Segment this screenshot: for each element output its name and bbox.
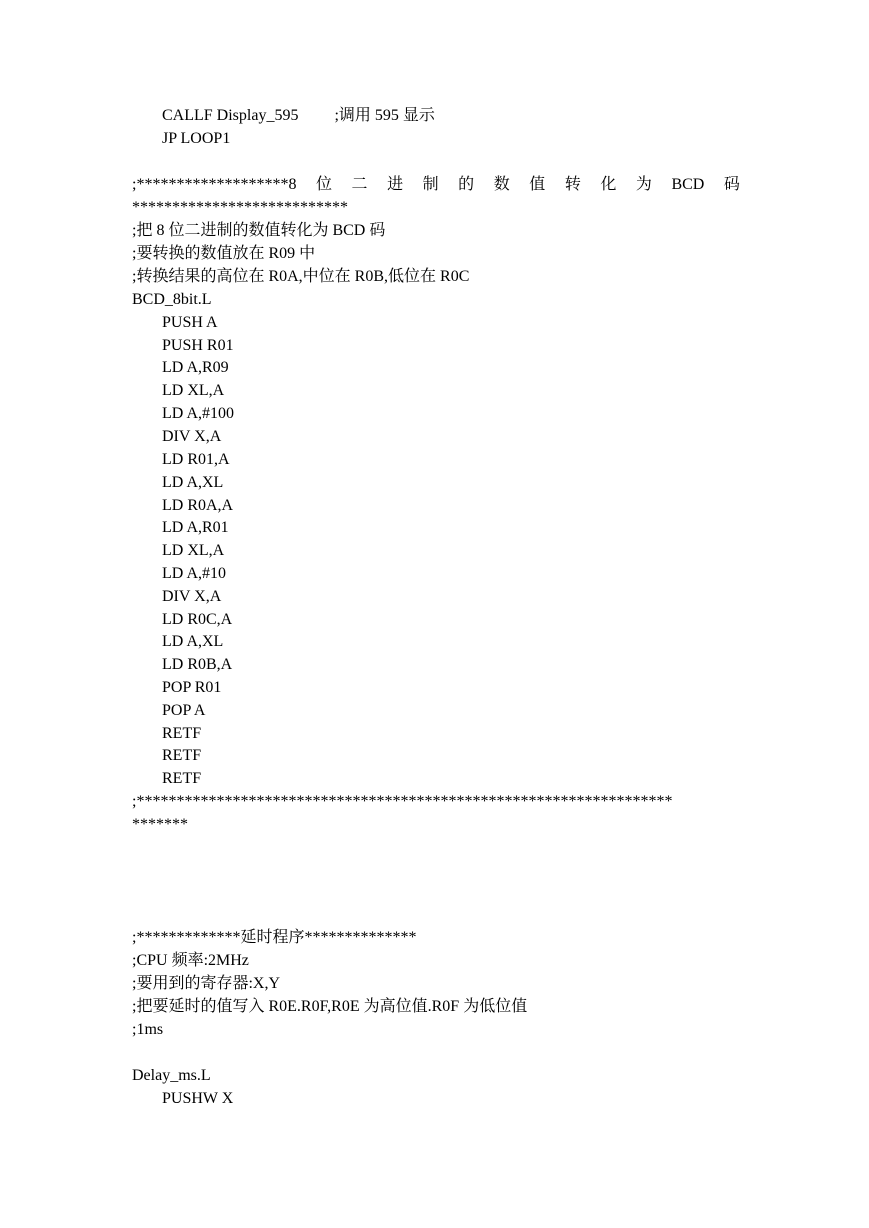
comment-line: ;1ms xyxy=(132,1021,164,1038)
code-line: PUSHW X xyxy=(162,1090,234,1107)
section-header-bcd xyxy=(132,175,740,195)
comment-line: ;转换结果的高位在 R0A,中位在 R0B,低位在 R0C xyxy=(132,268,470,285)
header-token: BCD xyxy=(671,176,705,193)
header-token: 的 xyxy=(458,176,475,193)
comment-line: ;CPU 频率:2MHz xyxy=(132,952,249,969)
code-line: LD A,XL xyxy=(162,474,224,491)
section-header-continuation: *************************** xyxy=(132,199,348,216)
code-line: CALLF Display_595 ;调用 595 显示 xyxy=(162,107,435,124)
header-token: 码 xyxy=(723,176,740,193)
code-line: DIV X,A xyxy=(162,588,222,605)
code-line: LD A,#100 xyxy=(162,405,234,422)
section-header-delay: ;*************延时程序************** xyxy=(132,929,417,946)
code-line: LD R0A,A xyxy=(162,497,234,514)
code-line: POP A xyxy=(162,702,206,719)
comment-line: ;要转换的数值放在 R09 中 xyxy=(132,245,316,262)
header-token: 进 xyxy=(387,176,404,193)
header-token: ;*******************8 xyxy=(132,176,297,193)
header-token: 制 xyxy=(422,176,439,193)
code-line: LD A,R01 xyxy=(162,519,229,536)
code-line: POP R01 xyxy=(162,679,222,696)
code-line: LD A,#10 xyxy=(162,565,226,582)
header-token: 为 xyxy=(635,176,652,193)
code-line: LD A,R09 xyxy=(162,359,229,376)
header-token: 数 xyxy=(493,176,510,193)
header-token: 化 xyxy=(600,176,617,193)
separator-line: ******* xyxy=(132,816,188,833)
separator-line: ;******************************************************************* xyxy=(132,793,673,810)
code-label: BCD_8bit.L xyxy=(132,291,212,308)
code-line: RETF xyxy=(162,747,202,764)
code-line: PUSH A xyxy=(162,314,218,331)
code-line: LD R01,A xyxy=(162,451,230,468)
code-line: LD R0C,A xyxy=(162,611,233,628)
code-line: JP LOOP1 xyxy=(162,130,231,147)
code-line: RETF xyxy=(162,725,202,742)
header-token: 值 xyxy=(529,176,546,193)
comment-line: ;把要延时的值写入 R0E.R0F,R0E 为高位值.R0F 为低位值 xyxy=(132,998,528,1015)
comment-line: ;把 8 位二进制的数值转化为 BCD 码 xyxy=(132,222,386,239)
header-token: 二 xyxy=(351,176,368,193)
comment-line: ;要用到的寄存器:X,Y xyxy=(132,975,281,992)
header-token: 转 xyxy=(564,176,581,193)
header-token: 位 xyxy=(315,176,332,193)
code-line: RETF xyxy=(162,770,202,787)
code-line: LD XL,A xyxy=(162,382,225,399)
code-label: Delay_ms.L xyxy=(132,1067,211,1084)
code-line: PUSH R01 xyxy=(162,337,234,354)
code-line: LD A,XL xyxy=(162,633,224,650)
code-line: LD XL,A xyxy=(162,542,225,559)
code-line: LD R0B,A xyxy=(162,656,233,673)
code-line: DIV X,A xyxy=(162,428,222,445)
